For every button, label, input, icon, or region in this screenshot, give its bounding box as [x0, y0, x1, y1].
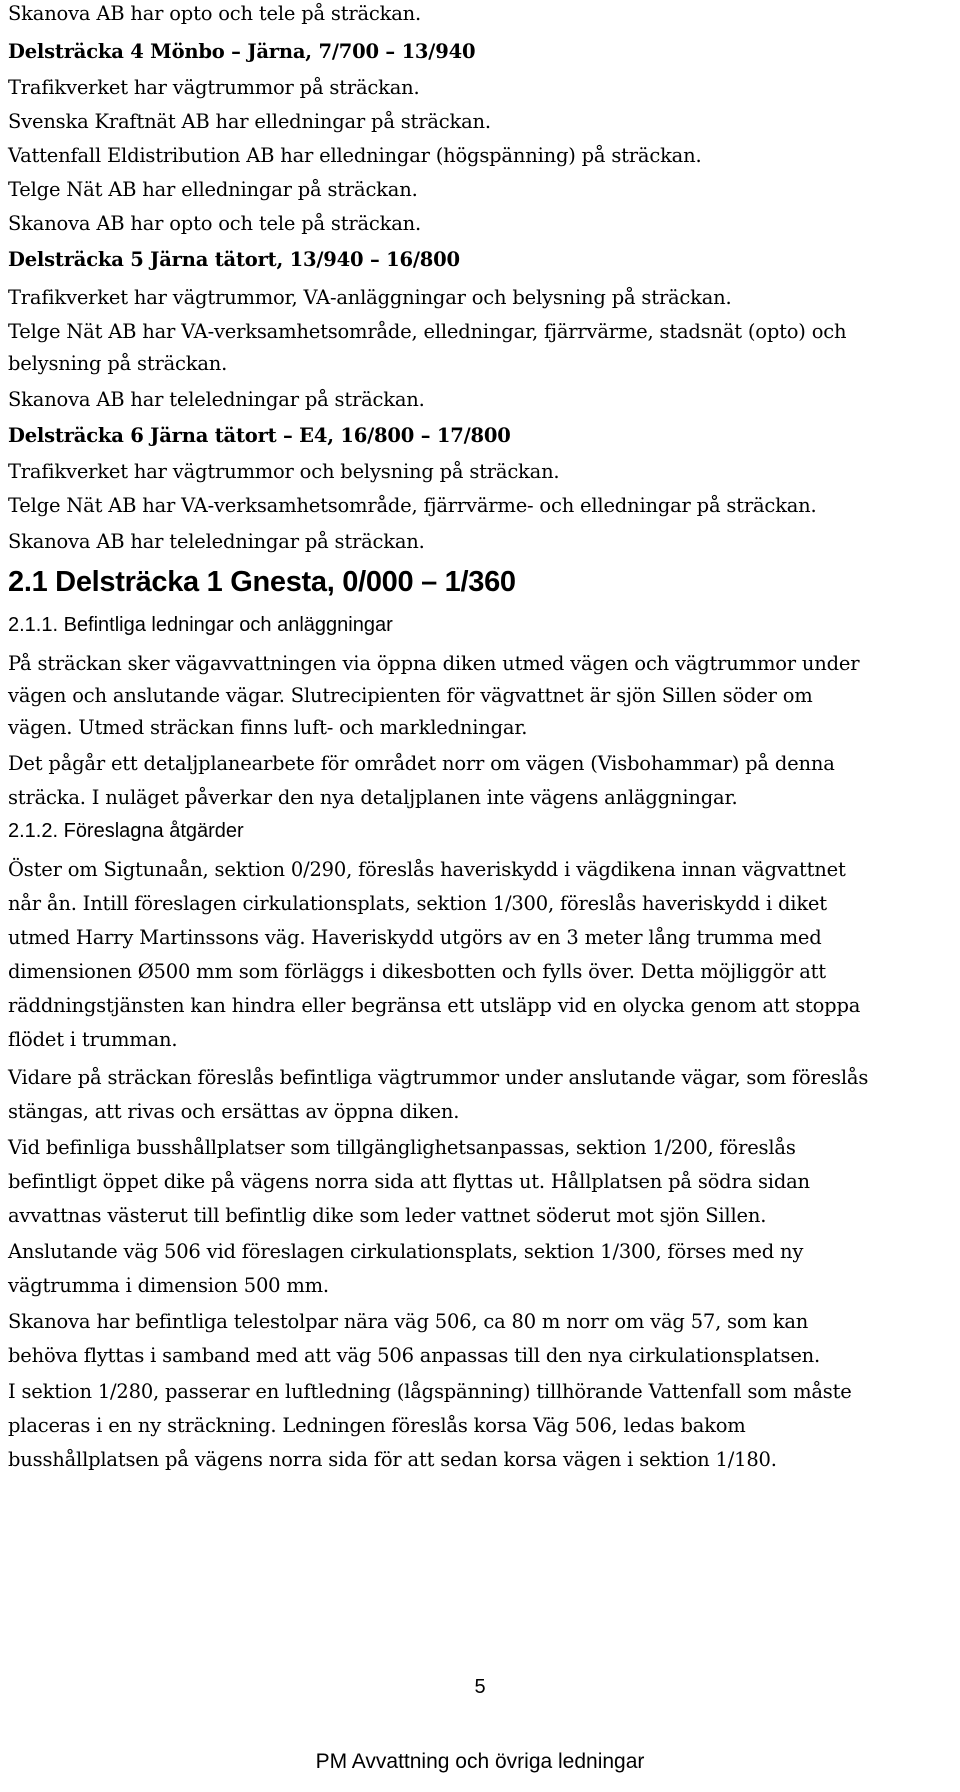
body-text-line: Skanova AB har teleledningar på sträckan. [8, 530, 425, 553]
body-text-line: I sektion 1/280, passerar en luftledning (lågspänning) tillhörande Vattenfall som måste [8, 1380, 852, 1403]
body-text-line: utmed Harry Martinssons väg. Haveriskydd utgörs av en 3 meter lång trumma med [8, 926, 822, 949]
body-text-line: Öster om Sigtunaån, sektion 0/290, föreslås haveriskydd i vägdikena innan vägvattnet [8, 858, 846, 881]
body-text-line: stängas, att rivas och ersättas av öppna diken. [8, 1100, 460, 1123]
body-text-line: Skanova AB har opto och tele på sträckan. [8, 2, 422, 25]
body-text-line: placeras i en ny sträckning. Ledningen föreslås korsa Väg 506, ledas bakom [8, 1414, 746, 1437]
body-text-line: Vattenfall Eldistribution AB har elledningar (högspänning) på sträckan. [8, 144, 702, 167]
body-text-line: Skanova AB har opto och tele på sträckan. [8, 212, 422, 235]
body-text-line: vägen och anslutande vägar. Slutrecipienten för vägvattnet är sjön Sillen söder om [8, 684, 813, 707]
page-footer: PM Avvattning och övriga ledningar [315, 1750, 645, 1773]
section-heading: Delsträcka 4 Mönbo – Järna, 7/700 – 13/940 [8, 40, 476, 63]
body-text-line: Telge Nät AB har elledningar på sträckan. [8, 178, 418, 201]
body-text-line: Telge Nät AB har VA-verksamhetsområde, elledningar, fjärrvärme, stadsnät (opto) och [8, 320, 847, 343]
body-text-line: Trafikverket har vägtrummor på sträckan. [8, 76, 420, 99]
subsection-heading: 2.1.2. Föreslagna åtgärder [8, 820, 244, 842]
section-heading: Delsträcka 6 Järna tätort – E4, 16/800 – 17/800 [8, 424, 511, 447]
chapter-heading: 2.1 Delsträcka 1 Gnesta, 0/000 – 1/360 [8, 566, 516, 598]
body-text-line: vägtrumma i dimension 500 mm. [8, 1274, 329, 1297]
body-text-line: vägen. Utmed sträckan finns luft- och markledningar. [8, 716, 528, 739]
section-heading: Delsträcka 5 Järna tätort, 13/940 – 16/800 [8, 248, 460, 271]
body-text-line: belysning på sträckan. [8, 352, 228, 375]
body-text-line: räddningstjänsten kan hindra eller begränsa ett utsläpp vid en olycka genom att stoppa [8, 994, 861, 1017]
body-text-line: sträcka. I nuläget påverkar den nya detaljplanen inte vägens anläggningar. [8, 786, 738, 809]
body-text-line: Trafikverket har vägtrummor och belysning på sträckan. [8, 460, 560, 483]
body-text-line: Anslutande väg 506 vid föreslagen cirkulationsplats, sektion 1/300, förses med ny [8, 1240, 804, 1263]
body-text-line: flödet i trumman. [8, 1028, 178, 1051]
body-text-line: befintligt öppet dike på vägens norra sida att flyttas ut. Hållplatsen på södra sidan [8, 1170, 810, 1193]
page-number: 5 [474, 1676, 486, 1698]
body-text-line: På sträckan sker vägavvattningen via öppna diken utmed vägen och vägtrummor under [8, 652, 860, 675]
body-text-line: Trafikverket har vägtrummor, VA-anläggningar och belysning på sträckan. [8, 286, 732, 309]
body-text-line: behöva flyttas i samband med att väg 506 anpassas till den nya cirkulationsplatsen. [8, 1344, 821, 1367]
body-text-line: Vidare på sträckan föreslås befintliga vägtrummor under anslutande vägar, som föreslås [8, 1066, 869, 1089]
body-text-line: busshållplatsen på vägens norra sida för att sedan korsa vägen i sektion 1/180. [8, 1448, 777, 1471]
subsection-heading: 2.1.1. Befintliga ledningar och anläggningar [8, 614, 393, 636]
body-text-line: Vid befinliga busshållplatser som tillgänglighetsanpassas, sektion 1/200, föreslås [8, 1136, 796, 1159]
body-text-line: Telge Nät AB har VA-verksamhetsområde, fjärrvärme- och elledningar på sträckan. [8, 494, 817, 517]
body-text-line: Skanova har befintliga telestolpar nära väg 506, ca 80 m norr om väg 57, som kan [8, 1310, 809, 1333]
body-text-line: avvattnas västerut till befintlig dike som leder vattnet söderut mot sjön Sillen. [8, 1204, 767, 1227]
body-text-line: dimensionen Ø500 mm som förläggs i dikesbotten och fylls över. Detta möjliggör att [8, 960, 826, 983]
body-text-line: når ån. Intill föreslagen cirkulationsplats, sektion 1/300, föreslås haveriskydd i diket [8, 892, 827, 915]
body-text-line: Svenska Kraftnät AB har elledningar på sträckan. [8, 110, 491, 133]
body-text-line: Det pågår ett detaljplanearbete för området norr om vägen (Visbohammar) på denna [8, 752, 835, 775]
body-text-line: Skanova AB har teleledningar på sträckan. [8, 388, 425, 411]
